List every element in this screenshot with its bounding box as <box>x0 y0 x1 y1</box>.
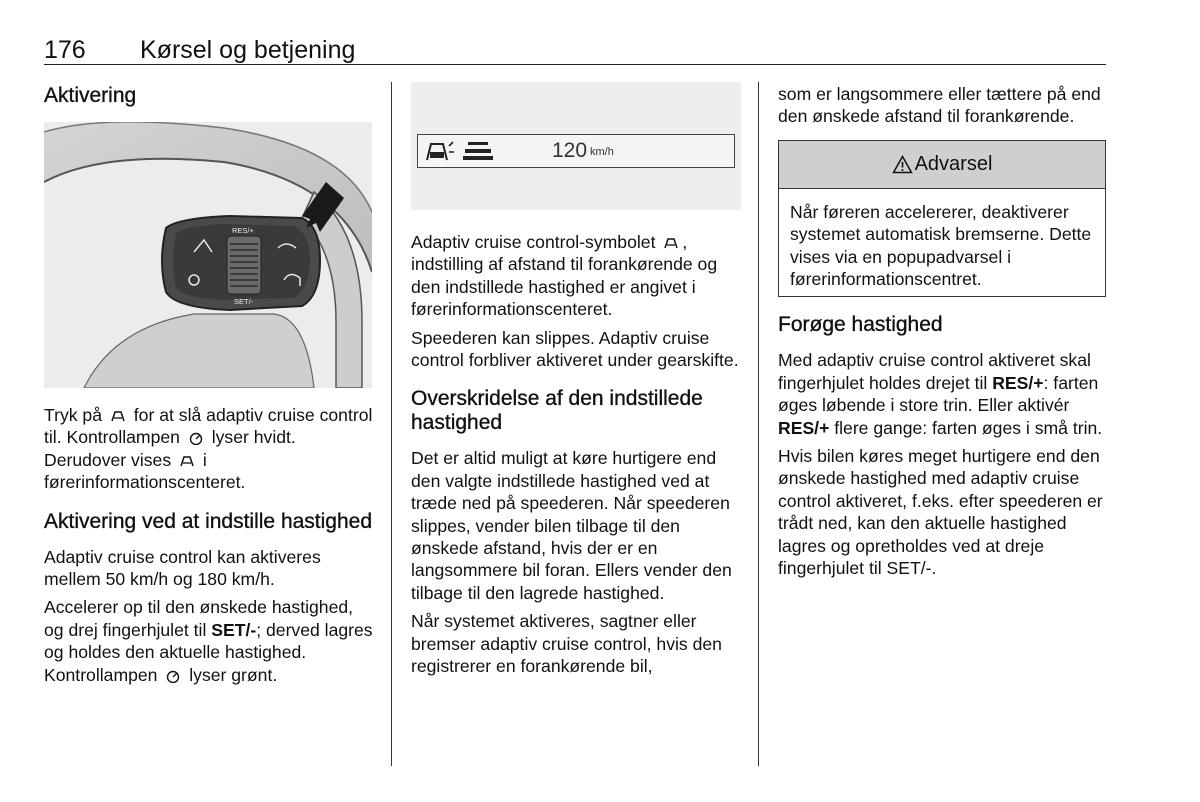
acc-symbol-icon <box>663 236 679 250</box>
steering-wheel-illustration <box>44 122 372 388</box>
warning-triangle-icon <box>892 155 913 174</box>
acc-symbol-icon <box>110 409 126 423</box>
paragraph-speed-range: Adaptiv cruise control kan aktiveres mellem 50 km/h og 180 km/h. <box>44 546 321 590</box>
paragraph-accelerer: Accelerer op til den ønskede hastighed, og drej fingerhjulet til SET/-; derved lagres og holdes den aktuelle hastighed. Kontrollampen lyser grønt. <box>44 597 373 685</box>
warning-title: Advarsel <box>914 152 993 175</box>
paragraph-symbol: Adaptiv cruise control-symbolet , indstilling af afstand til forankørende og den indstillede hastighed er angivet i førerinformationscenteret. <box>411 232 718 320</box>
column-divider-2 <box>758 82 759 766</box>
res-label: RES/+ <box>232 226 254 235</box>
paragraph-tryk: Tryk på for at slå adaptiv cruise control til. Kontrollampen lyser hvidt. Derudover vises i førerinformationscenteret. <box>44 405 373 493</box>
warning-box <box>778 140 1106 298</box>
paragraph-res: Med adaptiv cruise control aktiveret skal fingerhjulet holdes drejet til RES/+: farten øges løbende i store trin. Eller aktivér RES/+ flere gange: farten øges i små trin. <box>778 350 1103 438</box>
column-divider-1 <box>391 82 392 766</box>
display-speed-unit: km/h <box>590 146 614 158</box>
chapter-title: Kørsel og betjening <box>140 36 356 64</box>
heading-aktivering: Aktivering <box>44 84 137 107</box>
display-speed-value: 120 <box>552 139 588 162</box>
warning-text: Når føreren accelererer, deaktiverer systemet automatisk bremserne. Dette vises via en popupadvarsel i førerinformationscentret. <box>790 201 1092 290</box>
paragraph-altid: Det er altid muligt at køre hurtigere end den valgte indstillede hastighed ved at træde ned på speederen. Når speederen slippes, vender bilen tilbage til den ønskede afstand, hvis der er en langsommere bil foran. Ellers vender den tilbage til den lagrede hastighed. <box>411 448 732 603</box>
column-2 <box>411 80 741 678</box>
paragraph-speeder: Speederen kan slippes. Adaptiv cruise control forbliver aktiveret under gearskifte. <box>411 327 739 371</box>
acc-display-icon <box>424 138 456 164</box>
cruise-lamp-icon <box>165 669 181 683</box>
paragraph-aktiveres: Når systemet aktiveres, sagtner eller bremser adaptiv cruise control, hvis den registrerer en forankørende bil, <box>411 611 722 677</box>
distance-bars-icon <box>462 140 494 162</box>
column-1 <box>44 80 374 686</box>
heading-aktivering-hastighed: Aktivering ved at indstille hastighed <box>44 509 373 533</box>
display-panel <box>417 134 735 168</box>
set-label: SET/- <box>234 297 254 306</box>
heading-overskridelse: Overskridelse af den indstillede hastighed <box>411 387 703 435</box>
acc-symbol-icon <box>179 454 195 468</box>
warning-header <box>779 141 1105 189</box>
paragraph-langsommere: som er langsommere eller tættere på end den ønskede afstand til forankørende. <box>778 84 1101 127</box>
heading-foroege: Forøge hastighed <box>778 313 943 337</box>
steering-wheel-figure <box>44 122 372 388</box>
column-3 <box>778 80 1106 580</box>
page-header <box>44 32 1106 65</box>
driver-info-display-figure <box>411 82 741 210</box>
paragraph-hurtigere: Hvis bilen køres meget hurtigere end den ønskede hastighed med adaptiv cruise control aktiveret, f.eks. efter speederen er trådt ned, kan den aktuelle hastighed lagres og opretholdes ved at dreje fingerhjulet til SET/-. <box>778 446 1103 579</box>
cruise-lamp-icon <box>188 431 204 445</box>
page-number: 176 <box>44 36 86 64</box>
